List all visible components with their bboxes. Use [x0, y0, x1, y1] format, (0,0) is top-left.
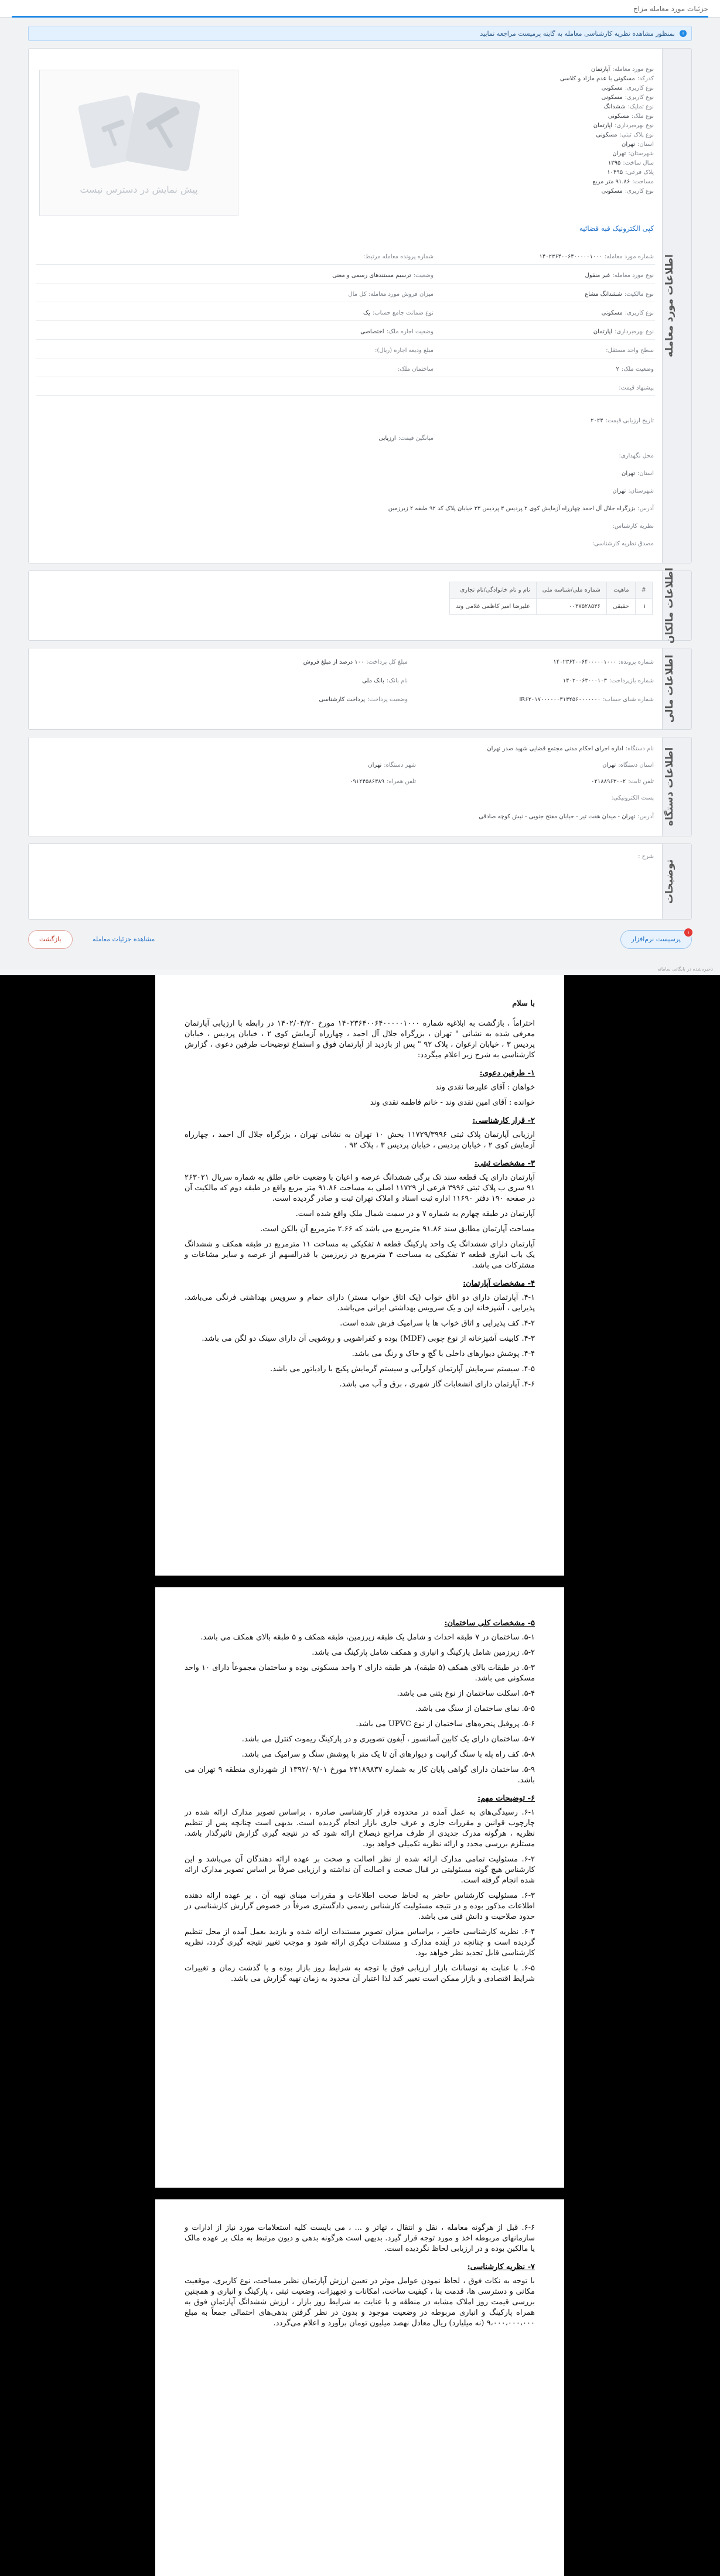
doc-building-2: ۵-۲. زیرزمین شامل پارکینگ و انباری و همکف شامل پارکینگ می باشد. [312, 1648, 535, 1657]
info-field [616, 366, 654, 373]
info-field-label: شماره پرونده: [618, 659, 654, 665]
info-field-label: شماره بازپرداخت: [609, 678, 654, 684]
owner-national-id: ۰۰۳۷۵۲۸۵۳۶ [536, 599, 606, 615]
doc-defendant: خوانده : آقای امین نقدی وند - خانم فاطمه نقدی وند [370, 1098, 535, 1107]
info-field-value: بزرگراه جلال آل احمد چهارراه آزمایش کوی ۲ پردیس ۳ پردیس ۳۳ خیابان پلاک کد ۹۲ طبقه ۲ زیرزمین [388, 505, 636, 512]
info-field-label: پست الکترونیکی: [611, 795, 654, 801]
doc-building-9: ۵-۹. ساختمان دارای گواهی پایان کار به شماره ۲۴۱۸۹۸۳۷ مورخ ۱۳۹۲/۰۹/۰۱ از شهرداری منطقه ۹ تهران می باشد. [185, 1765, 535, 1785]
info-field [612, 151, 654, 157]
info-field-value: ششدانگ مشاع [585, 291, 622, 298]
info-field [360, 329, 434, 335]
info-field [603, 347, 654, 354]
info-field [590, 541, 654, 547]
info-field-value: تهران [612, 151, 626, 157]
info-field-label: نوع کاربری: [625, 94, 654, 101]
info-field-value: تهران [368, 762, 382, 768]
owners-col-national-id: شماره ملی/شناسه ملی [536, 582, 606, 599]
info-field-label: میانگین قیمت: [398, 435, 434, 442]
info-field-value: اداره اجرای احکام مدنی مجتمع قضایی شهید صدر تهران [487, 746, 623, 752]
info-field-label: نوع کاربری: [625, 188, 654, 194]
info-field-label: استان: [637, 141, 654, 148]
owners-table [449, 582, 653, 615]
info-field [604, 104, 654, 110]
info-field-label: میزان فروش مورد معامله: کل مال [348, 291, 434, 298]
gavel-image-icon [75, 88, 204, 176]
info-field-label: شماره پرونده معامله مرتبط: [363, 254, 434, 260]
info-field-value: تهران [602, 762, 616, 768]
info-field [612, 488, 654, 494]
doc-parking-text: آپارتمان دارای ششدانگ یک واحد پارکینگ قطعه ۸ تفکیکی به مساحت ۱۱ مترمربع در طبقه همکف و ششدانگ یک باب انباری قطعه ۳ تفکیکی به مساحت ۴ مترمربع در زیرزمین با قدرالسهم از عرصه و سایر مشاعات و مشترکات می باشد. [185, 1240, 535, 1270]
info-field [395, 366, 434, 373]
info-field-value: مسکونی با عدم مازاد و کلاسی [559, 76, 635, 82]
info-field-label: سال ساخت: [623, 160, 654, 166]
info-icon: i [680, 30, 687, 37]
back-button[interactable] [28, 930, 73, 949]
info-field-label: آدرس: [637, 505, 654, 512]
info-field-label: تلفن همراه: [387, 778, 416, 785]
info-field-value: ۱۴۰۲۳۶۴۰۰۶۴۰۰۰۰۰۱۰۰۰ [539, 254, 602, 260]
info-field-label: نوع بهره‌برداری: [615, 122, 654, 129]
row-divider [36, 395, 655, 396]
notes-panel-title: توضیحات [664, 859, 675, 904]
document-page-1 [155, 975, 564, 1576]
info-field-label: پیشنهاد قیمت: [619, 385, 654, 391]
notes-label: شرح : [638, 853, 654, 860]
finance-panel [28, 648, 692, 730]
info-field-label: وضعیت پرداخت: [367, 696, 408, 703]
info-field [602, 188, 654, 194]
document-page-3 [155, 2199, 564, 2576]
info-field [592, 179, 654, 185]
info-field [362, 678, 408, 684]
info-field [388, 505, 654, 512]
info-field-label: شماره مورد معامله: [604, 254, 654, 260]
info-field-value: ۱۴۰۲۳۶۴۰۰۶۴۰۰۰۰۰۱۰۰۰ [553, 659, 616, 665]
doc-plaintiff: خواهان : آقای علیرضا نقدی وند [435, 1083, 535, 1092]
info-field-label: نوع کاربری: [625, 85, 654, 91]
info-field-value: مسکونی [601, 188, 623, 194]
info-field [303, 659, 408, 665]
info-field [563, 678, 654, 684]
doc-apartment-2: ۴-۲. کف پذیرایی و اتاق خواب ها با سرامیک فرش شده است. [340, 1319, 535, 1328]
info-field [616, 385, 654, 391]
info-field [346, 291, 434, 298]
tab-underline [12, 16, 708, 18]
owners-col-name: نام و نام خانوادگی/نام تجاری [450, 582, 536, 599]
info-field-value: مسکونی [601, 94, 623, 101]
info-field-label: شماره شبای حساب: [603, 696, 654, 703]
property-panel-title: اطلاعات مورد معامله [664, 254, 675, 357]
info-field [487, 746, 654, 752]
info-alert-text: بمنظور مشاهده نظریه کارشناسی معامله به گاینه پرمیست مراجعه نمایید [480, 30, 675, 37]
info-field-label: نوع مورد معامله: [612, 66, 654, 73]
table-row [450, 599, 653, 615]
info-field [602, 94, 654, 101]
download-document-link[interactable]: کپی الکترونیک قبه قضائیه [579, 224, 654, 233]
doc-heading-apartment: ۴- مشخصات آپارتمان: [463, 1279, 535, 1288]
info-field-value: یک [363, 310, 370, 316]
doc-greeting: با سلام [512, 999, 535, 1008]
info-field-value: IR۶۲۰۱۷۰۰۰۰۰۰۳۱۳۲۵۶۰۰۰۰۰۰۰ [519, 696, 601, 703]
info-field-value: بانک ملی [362, 678, 384, 684]
row-divider [36, 264, 655, 265]
doc-building-5: ۵-۵. نمای ساختمان از سنگ می باشد. [415, 1704, 535, 1713]
info-field-label: نام دستگاه: [625, 746, 654, 752]
info-field [540, 254, 654, 260]
primary-action-label: پرسیست نرم‌افزار [631, 935, 681, 943]
info-field [608, 113, 654, 119]
finance-panel-title: اطلاعات مالی [664, 654, 675, 723]
doc-apartment-5: ۴-۵. سیستم سرمایش آپارتمان کولرآبی و سیستم گرمایش پکیج با رادیاتور می باشد. [270, 1365, 535, 1374]
info-field-label: نوع پلاک ثبتی: [619, 132, 654, 138]
info-field-label: پلاک فرعی: [625, 169, 654, 176]
notes-panel [28, 843, 692, 920]
doc-heading-notes: ۶- توضیحات مهم: [477, 1794, 535, 1803]
info-field-label: شهرستان: [628, 488, 654, 494]
info-field-label: نوع بهره‌برداری: [615, 329, 654, 335]
detail-page [0, 0, 720, 972]
doc-heading-opinion: ۷- نظریه کارشناسی: [467, 2263, 535, 2271]
info-field [616, 453, 654, 459]
info-field-label: تلفن ثابت: [628, 778, 654, 785]
doc-note-4: ۶-۴. نظریه کارشناسی حاضر ، براساس میزان تصویر مستندات ارائه شده و بازدید بعمل آمده از محل تنظیم گردیده است و چنانچه در آینده مدارک و مستندات دیگری ارائه شود و موجب تغییر نتیجه گیری گردد، نظریه کارشناسی قابل تجدید نظر خواهد بود. [185, 1928, 535, 1957]
owner-name: علیرضا امیر کاظمی غلامی وند [450, 599, 536, 615]
info-field-label: نوع مالکیت: [624, 291, 654, 298]
info-field-label: ساختمان ملک: [398, 366, 434, 373]
info-field-label: نوع تملیک: [627, 104, 654, 110]
info-field-label: آدرس: [637, 814, 654, 820]
info-field-label: استان دستگاه: [618, 762, 654, 768]
info-field-value: اپارتمان [593, 329, 613, 335]
primary-action-button[interactable] [620, 930, 692, 949]
doc-order-text: ارزیابی آپارتمان پلاک ثبتی ۱۱۷۲۹/۳۹۹۶ بخش ۱۰ تهران به نشانی تهران ، بزرگراه جلال آل احمد ، چهارراه آزمایش کوی ۲ ، خیابان پردیس ، خیابان پردیس ۳ ، پلاک ۹۲ . [185, 1130, 535, 1150]
info-field [479, 814, 654, 820]
info-field [608, 160, 654, 166]
info-field [585, 272, 654, 279]
info-field [609, 795, 654, 801]
doc-note-3: ۶-۳. مسئولیت کارشناس حاضر به لحاظ صحت اطلاعات و مقررات مبنای تهیه آن ، بر عهده ارائه دهنده اطلاعات مذکور بوده و در نتیجه مسئولیت کارشناس رسمی دادگستری صرفاً در خصوص گزارش کارشناسی در حدود صلاحیت و دانش فنی می باشد. [185, 1891, 535, 1921]
owners-col-index: # [635, 582, 652, 599]
info-field-value: مسکونی [601, 85, 623, 91]
info-field [350, 778, 416, 785]
info-field [593, 122, 654, 129]
info-field-label: مبلغ کل پرداخت: [366, 659, 408, 665]
notes-panel-side [662, 844, 691, 919]
info-field-value: تهران [622, 470, 636, 477]
info-field-value: ۱۰۰ درصد از مبلغ فروش [303, 659, 364, 665]
owner-type: حقیقی [606, 599, 635, 615]
info-field-label: مصدق نظریه کارشناسی: [592, 541, 654, 547]
info-field-label: تاریخ ارزیابی قیمت: [605, 418, 654, 424]
doc-building-7: ۵-۷. ساختمان دارای یک کابین آسانسور ، آیفون تصویری و در پارکینگ ریموت کنترل می باشد. [241, 1735, 535, 1744]
info-field [596, 132, 654, 138]
owners-panel-title: اطلاعات مالکان [664, 568, 675, 644]
info-field-value: اپارتمان [593, 122, 613, 129]
doc-note-6: ۶-۶. قبل از هرگونه معامله ، نقل و انتقال ، تهاتر و ... ، می بایست کلیه استعلامات مورد نیاز از ادارات و سازمانهای مربوطه اخذ و مورد توجه قرار گیرد. بدیهی است هرگونه بدهی و دیون مرتبط به ملک بر عهده مالک یا مالکین بوده و در ارزیابی لحاظ نگردیده است. [185, 2223, 535, 2253]
info-field [602, 762, 654, 768]
info-field-value: مسکونی [596, 132, 617, 138]
info-field [373, 347, 434, 354]
info-field-value: ۱۰۴۹۵ [607, 169, 623, 176]
photo-caption: پیش نمایش در دسترس نیست [80, 184, 198, 195]
info-field-value: آپارتمان [591, 66, 610, 73]
info-field [361, 254, 434, 260]
doc-intro: احتراماً ، بازگشت به ابلاغیه شماره ۱۴۰۲۳۶۴۰۰۶۴۰۰۰۰۰۱۰۰۰ مورخ ۱۴۰۲/۰۴/۲۰ در رابطه با ارزیابی آپارتمان معرفی شده به نشانی " تهران ، بزرگراه جلال آل احمد ، چهارراه آزمایش کوی ۲ ، خیابان پردیس ، خیابان پردیس ۳ ، خیابان ارغوان ، پلاک ۹۲ " پس از بازدید از آپارتمان فوق و استماع توضیحات طرفین دعوی ، گزارش کارشناسی به شرح زیر اعلام میگردد: [185, 1019, 535, 1060]
info-field-label: نوع ضمانت جامع حساب: [372, 310, 434, 316]
doc-apartment-4: ۴-۴. پوشش دیوارهای داخلی با گچ و خاک و رنگ می باشد. [352, 1350, 535, 1358]
doc-apartment-6: ۴-۶. آپارتمان دارای انشعابات گاز شهری ، برق و آب می باشد. [339, 1380, 535, 1389]
info-field [378, 435, 434, 442]
doc-heading-registration: ۳- مشخصات ثبتی: [475, 1159, 535, 1168]
info-field [585, 291, 654, 298]
property-panel [28, 48, 692, 563]
info-field [519, 696, 654, 703]
document-page-2 [155, 1587, 564, 2188]
info-field [560, 76, 654, 82]
info-alert [28, 26, 692, 41]
doc-note-2: ۶-۲. مسئولیت تمامی مدارک ارائه شده از نظر اصالت و صحت بر عهده ارائه دهندگان آن می‌باشد و این کارشناس هیچ گونه مسئولیتی در قبال صحت و اصالت آن نداشته و ارزیابی صرفاً بر اساس تصویر مدارک ارائه شده انجام گرفته است. [185, 1855, 535, 1885]
info-field-value: غیر منقول [585, 272, 610, 279]
info-field [622, 141, 654, 148]
info-field [319, 696, 408, 703]
info-field-value: ۰۹۱۲۴۵۸۶۳۸۹ [350, 778, 385, 785]
info-field-label: مبلغ ودیعه اجاره (ریال): [375, 347, 434, 354]
info-field [602, 85, 654, 91]
info-field-value: ۱۳۹۵ [608, 160, 621, 166]
doc-heading-parties: ۱- طرفین دعوی: [479, 1069, 535, 1078]
row-divider [36, 339, 655, 340]
info-field [593, 329, 654, 335]
info-field-label: نوع مورد معامله: [612, 272, 654, 279]
agency-panel-title: اطلاعات دستگاه [664, 747, 675, 826]
info-field-label: نام بانک: [386, 678, 408, 684]
doc-heading-building: ۵- مشخصات کلی ساختمان: [444, 1619, 535, 1628]
info-field-label: شهر دستگاه: [384, 762, 416, 768]
info-field [332, 272, 434, 279]
doc-building-4: ۵-۴. اسکلت ساختمان از نوع بتنی می باشد. [397, 1689, 535, 1698]
info-field-value: ۲ [616, 366, 619, 373]
document-viewer [0, 975, 720, 2576]
doc-heading-order: ۲- قرار کارشناسی: [472, 1116, 535, 1125]
info-field-value: ششدانگ [603, 104, 626, 110]
info-field [591, 66, 654, 73]
info-field-label: وضعیت: [413, 272, 434, 279]
doc-building-6: ۵-۶. پروفیل پنجره‌های ساختمان از نوع UPVC می باشد. [356, 1720, 535, 1728]
info-field-value: مسکونی [601, 310, 623, 316]
page-title: جزئیات مورد معامله مزاج [633, 5, 708, 13]
back-button-label: بازگشت [39, 935, 62, 943]
agency-panel [28, 737, 692, 836]
info-field [591, 418, 654, 424]
view-details-link[interactable]: مشاهده جزئیات معامله [93, 935, 155, 943]
bottom-bar [28, 930, 692, 954]
doc-area-text: مساحت آپارتمان مطابق سند ۹۱.۸۶ مترمربع می باشد که ۲.۶۶ مترمربع آن بالکن است. [260, 1225, 535, 1234]
row-divider [36, 320, 655, 321]
info-field-value: ارزیابی [378, 435, 396, 442]
info-field-value: ۲۰۲۴ [591, 418, 603, 424]
info-field-value: مسکونی [608, 113, 629, 119]
info-field-value: تهران [612, 488, 626, 494]
doc-floor-text: آپارتمان در طبقه چهارم به شماره ۷ و در سمت شمال ملک واقع شده است. [295, 1210, 535, 1218]
owner-index: ۱ [635, 599, 652, 615]
info-field [591, 778, 654, 785]
info-field-label: نوع کاربری: [625, 310, 654, 316]
doc-note-1: ۶-۱. رسیدگی‌های به عمل آمده در محدوده قرار کارشناسی صادره ، براساس تصویر مدارک ارائه شده در چارچوب قوانین و مقررات جاری و عرف جاری بازار انجام گردیده است. بدیهی است چنانچه پس از تنظیم نظریه ، هرگونه مدرک جدیدی از طرف مراجع ذیصلاح ارائه شود که در نتیجه گیری گزارش تاثیرگذار باشد، مستلزم بررسی مجدد و ارائه نظریه تکمیلی خواهد بود. [185, 1808, 535, 1849]
info-field-label: مساحت: [632, 179, 654, 185]
footer-note: ذخیره‌شده در بایگانی سامانه [657, 966, 713, 972]
property-panel-side [662, 49, 691, 563]
doc-building-8: ۵-۸. کف راه پله با سنگ گرانیت و دیوارهای آن تا یک متر با پوشش سنگ و سرامیک می باشد. [241, 1750, 535, 1759]
info-field [553, 659, 654, 665]
info-field [363, 310, 434, 316]
notification-badge: ۱ [684, 928, 692, 937]
info-field-label: سطح واحد مستقل: [606, 347, 654, 354]
property-photo-placeholder [39, 70, 238, 216]
info-field-value: تهران [622, 141, 636, 148]
doc-apartment-3: ۴-۳. کابینت آشپزخانه از نوع چوبی (MDF) بوده و کفراشویی و روشویی آن دارای سینک دو لگن می باشد. [202, 1334, 535, 1343]
info-field-value: ۱۴۰۲۰۰۶۳۰۰۰۱۰۳ [562, 678, 607, 684]
info-field-value: ترسیم مستندهای رسمی و معنی [332, 272, 411, 279]
doc-registration-text: آپارتمان دارای یک قطعه سند تک برگی ششدانگ عرصه و اعیان با وضعیت خاص طلق به شماره سریال ۲۶۳۰۲۱ ۹۱ سری ب پلاک ثبتی ۳۹۹۶ فرعی از ۱۱۷۲۹ اصلی به مساحت ۹۱.۸۶ متر مربع واقع در طبقه دوم که مالکیت آن در صفحه ۱۹۰ دفتر ۱۱۶۹۰ اداره ثبت اسناد و املاک تهران ثبت و صادر گردیده است. [185, 1173, 535, 1203]
doc-apartment-1: ۴-۱. آپارتمان دارای دو اتاق خواب (یک اتاق خواب مستر) دارای حمام و سرویس بهداشتی فرنگی می‌باشد، پذیرایی ، آشپزخانه اپن و یک سرویس بهداشتی ایرانی می‌باشد. [185, 1293, 535, 1313]
top-bar [0, 0, 720, 18]
info-field-label: نوع ملک: [631, 113, 654, 119]
doc-opinion-text: با توجه به نکات فوق ، لحاظ نمودن عوامل موثر در تعیین ارزش آپارتمان نظیر مساحت، نوع کاربری، موقعیت مکانی و دسترسی ها، قدمت بنا ، کیفیت ساخت، امکانات و تجهیزات، وضعیت ثبتی ، پارکینگ و انباری و همچنین بررسی قیمت روز املاک مشابه در منطقه و با عنایت به شرایط روز بازار ، ارزش ششدانگ آپارتمان فوق به همراه پارکینگ و انباری مربوطه در وضعیت موجود و بدون در نظر گرفتن بدهی‌های احتمالی جمعاً به مبلغ ۹،۰۰۰،۰۰۰،۰۰۰ (نه میلیارد) ریال معادل نهصد میلیون تومان برآورد و اعلام می‌گردد. [185, 2277, 535, 2328]
info-field [607, 169, 654, 176]
info-field-value: ۰۲۱۸۸۹۶۳۰۰۲ [591, 778, 626, 785]
info-field-label: وضعیت اجاره ملک: [386, 329, 434, 335]
info-field [610, 523, 654, 529]
info-field-value: اختصاصی [360, 329, 384, 335]
owners-col-type: ماهیت [606, 582, 635, 599]
info-field-label: نظریه کارشناس: [612, 523, 654, 529]
info-field-label: وضعیت ملک: [621, 366, 654, 373]
info-field-label: شهرستان: [628, 151, 654, 157]
doc-note-5: ۶-۵. با عنایت به نوسانات بازار ارزیابی فوق با توجه به شرایط روز بازار بوده و با گذشت زمان و تغییرات شرایط اقتصادی و بازار ممکن است تغییر کند لذا اعتبار آن محدود به زمان تهیه گزارش می باشد. [185, 1964, 535, 1983]
info-field-value: پرداخت کارشناسی [319, 696, 365, 703]
info-field-label: استان: [637, 470, 654, 477]
doc-building-1: ۵-۱. ساختمان در ۷ طبقه احداث و شامل یک طبقه زیرزمین، طبقه همکف و ۵ طبقه بالای همکف می باشد. [200, 1633, 535, 1642]
info-field [622, 470, 654, 477]
info-field-value: ۹۱.۸۶ متر مربع [592, 179, 630, 185]
info-field-label: کدرکد: [637, 76, 654, 82]
owners-panel [28, 568, 692, 644]
info-field [368, 762, 416, 768]
info-field-value: تهران - میدان هفت تیر - خیابان مفتح جنوبی - نبش کوچه صادقی [479, 814, 636, 820]
info-field-label: محل نگهداری: [619, 453, 654, 459]
info-field [602, 310, 654, 316]
doc-building-3: ۵-۳. در طبقات بالای همکف (۵ طبقه)، هر طبقه دارای ۲ واحد مسکونی بوده و ساختمان مجموعاً دارای ۱۰ واحد مسکونی می باشد. [185, 1663, 535, 1683]
